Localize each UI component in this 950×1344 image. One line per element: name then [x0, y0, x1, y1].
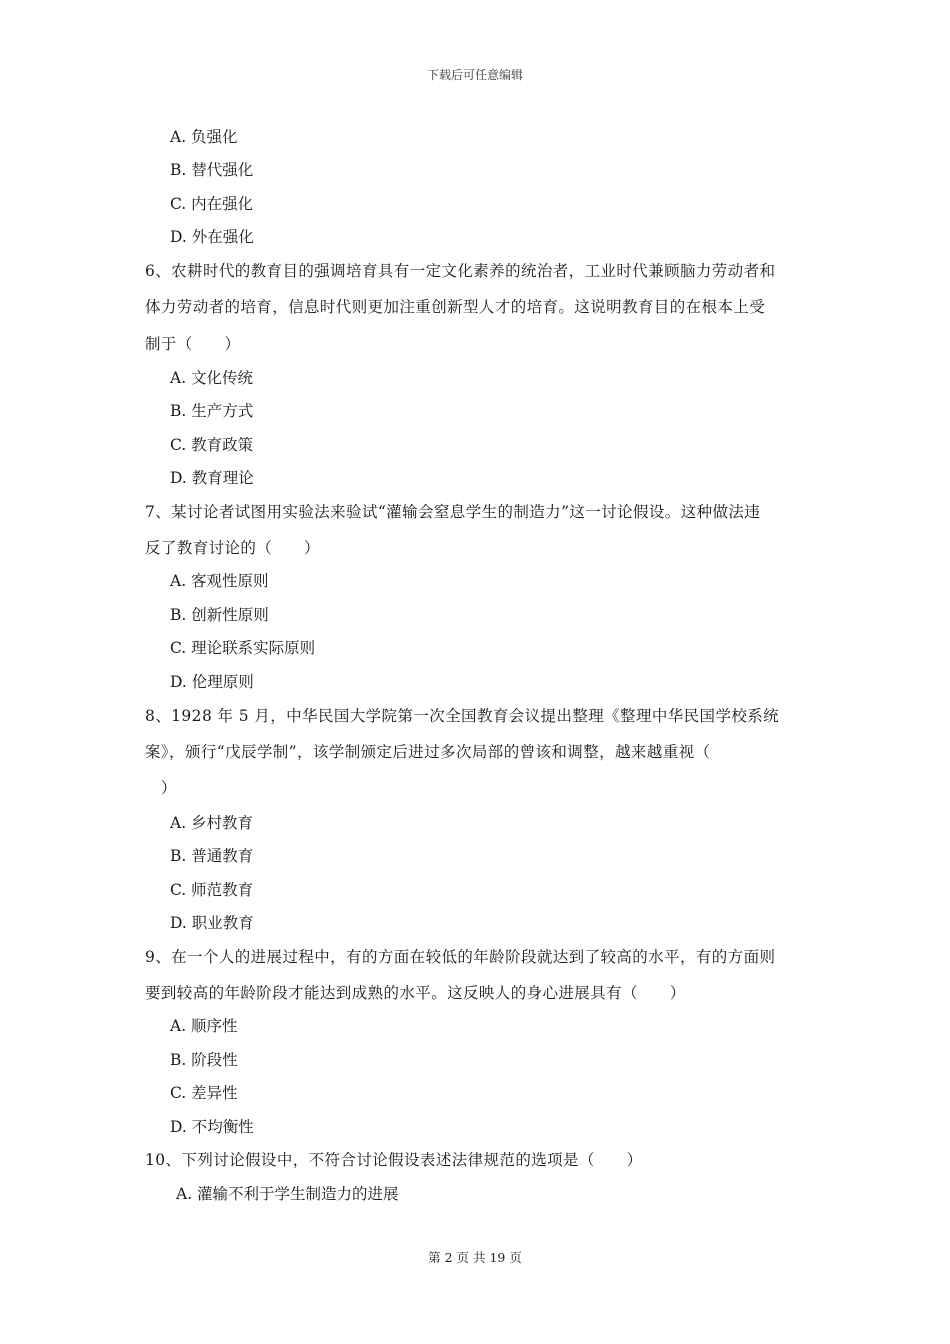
q8-option-d: D. 职业教育 — [170, 914, 254, 932]
q9-option-d: D. 不均衡性 — [170, 1118, 254, 1136]
q7-stem-line-2: 反了教育讨论的（ ） — [145, 539, 320, 557]
q7-option-b: B. 创新性原则 — [170, 606, 269, 624]
q6-option-a: A. 文化传统 — [170, 369, 254, 387]
q8-option-a: A. 乡村教育 — [170, 814, 254, 832]
q10-stem-line-1: 10、下列讨论假设中，不符合讨论假设表述法律规范的选项是（ ） — [145, 1151, 643, 1169]
q6-stem-line-3: 制于（ ） — [145, 335, 241, 353]
q9-option-c: C. 差异性 — [170, 1084, 238, 1102]
q10-option-a: A. 灌输不利于学生制造力的进展 — [176, 1185, 399, 1203]
q8-stem-line-1: 8、1928 年 5 月，中华民国大学院第一次全国教育会议提出整理《整理中华民国学校系统 — [145, 707, 780, 725]
q7-option-c: C. 理论联系实际原则 — [170, 639, 316, 657]
q7-option-a: A. 客观性原则 — [170, 572, 269, 590]
q7-option-d: D. 伦理原则 — [170, 673, 254, 691]
q9-stem-line-2: 要到较高的年龄阶段才能达到成熟的水平。这反映人的身心进展具有（ ） — [145, 984, 686, 1002]
q6-stem-line-1: 6、农耕时代的教育目的强调培育具有一定文化素养的统治者，工业时代兼顾脑力劳动者和 — [145, 262, 776, 280]
q5-option-d: D. 外在强化 — [170, 228, 254, 246]
q7-stem-line-1: 7、某讨论者试图用实验法来验试“灌输会窒息学生的制造力”这一讨论假设。这种做法违 — [145, 503, 761, 521]
q5-option-b: B. 替代强化 — [170, 161, 254, 179]
q8-stem-line-2: 案》，颁行“戊辰学制”，该学制颁定后进过多次局部的曾该和调整，越来越重视（ — [145, 743, 711, 761]
q6-option-d: D. 教育理论 — [170, 469, 254, 487]
q6-option-b: B. 生产方式 — [170, 402, 254, 420]
q8-option-b: B. 普通教育 — [170, 847, 254, 865]
q5-option-c: C. 内在强化 — [170, 195, 254, 213]
page-header: 下载后可任意编辑 — [426, 68, 523, 82]
q9-option-a: A. 顺序性 — [170, 1017, 238, 1035]
q5-option-a: A. 负强化 — [170, 128, 238, 146]
q9-option-b: B. 阶段性 — [170, 1051, 238, 1069]
q8-stem-line-3: ） — [145, 779, 177, 797]
page-footer: 第 2 页 共 19 页 — [428, 1250, 522, 1265]
q8-option-c: C. 师范教育 — [170, 881, 254, 899]
q6-option-c: C. 教育政策 — [170, 436, 254, 454]
q6-stem-line-2: 体力劳动者的培育，信息时代则更加注重创新型人才的培育。这说明教育目的在根本上受 — [145, 298, 766, 316]
q9-stem-line-1: 9、在一个人的进展过程中，有的方面在较低的年龄阶段就达到了较高的水平，有的方面则 — [145, 948, 776, 966]
